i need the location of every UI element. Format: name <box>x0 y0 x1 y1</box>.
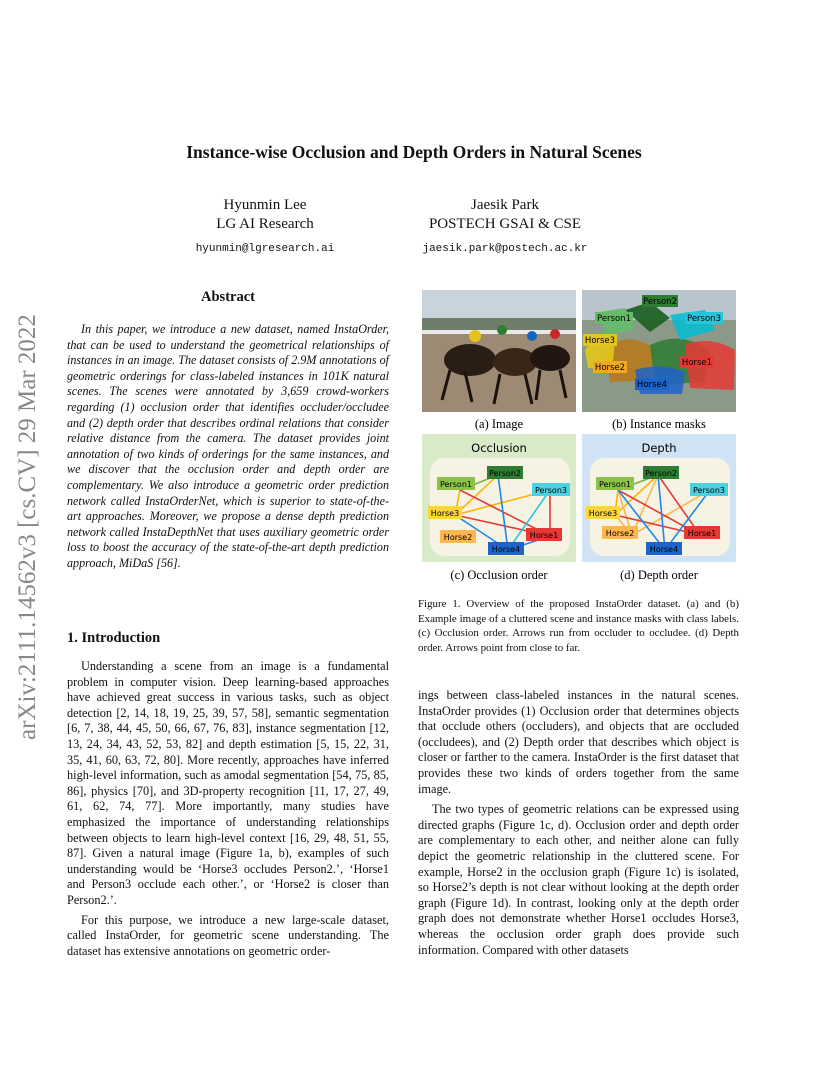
intro-paragraph-1: Understanding a scene from an image is a fundamental problem in computer vision. Deep learning-based approaches have achieved great success in various tasks, such as object detection [2, 14, 18, 19, 25, 39, 57, 58], semantic segmentation [6, 7, 38, 44, 45, 50, 66, 67, 76, 83], instance segmentation [12, 13, 24, 34, 43, 52, 53, 82] and depth estimation [5, 15, 22, 31, 35, 41, 60, 63, 72, 80]. More recently, approaches have inferred high-level information, such as amodal segmentation [54, 75, 85, 86], physics [70], and 3D-property recognition [11, 17, 27, 49, 61, 62, 74, 77]. More importantly, many studies have emphasized the importance of understanding relationships between objects to learn high-level context [16, 29, 48, 51, 55, 87]. Given a natural image (Figure 1a, b), examples of such understanding would be ‘Horse3 occludes Person2.’, ‘Horse1 and Person3 occlude each other.’, or ‘Horse2 is closer than Person2.’. <box>67 659 389 907</box>
graph-node: Horse2 <box>605 529 635 538</box>
subcaption-b: (b) Instance masks <box>612 417 706 431</box>
intro-heading: 1. Introduction <box>67 630 161 646</box>
abstract-text: In this paper, we introduce a new dataset, named InstaOrder, that can be used to understand the geometrical relationships of instances in an image. The dataset consists of 2.9M annotations of geometric orderings for class-labeled instances in 101K natural scenes. The scenes were annotated by 3,659 crowd-workers regarding (1) occlusion order that identifies occluder/occludee and (2) depth order that describes ordinal relations that consider relative distance from the camera. The dataset provides joint annotation of two kinds of orderings for the same instances, and we discover that the occlusion order and depth order are complementary. We also introduce a geometric order prediction network called InstaOrderNet, which is superior to state-of-the-art approaches. Moreover, we propose a dense depth prediction network called InstaDepthNet that uses auxiliary geometric order loss to boost the accuracy of the state-of-the-art depth prediction approach, MiDaS [56]. <box>67 322 389 570</box>
subcaption-a: (a) Image <box>474 417 524 431</box>
graph-node: Horse3 <box>430 509 460 518</box>
author-name: Hyunmin Lee <box>223 197 307 213</box>
author-affiliation: POSTECH GSAI & CSE <box>428 216 582 232</box>
depth-graph <box>582 434 736 562</box>
graph-node: Horse4 <box>649 545 679 554</box>
graph-node: Horse1 <box>687 529 717 538</box>
intro-right-column <box>418 688 739 958</box>
graph-node: Horse3 <box>588 509 618 518</box>
mask-label: Horse3 <box>584 336 616 346</box>
author-email: jaesik.park@postech.ac.kr <box>422 243 588 255</box>
author-block-2 <box>400 196 610 259</box>
intro-left-column <box>67 659 389 959</box>
arxiv-stamp <box>8 292 48 762</box>
mask-label: Horse2 <box>594 363 626 373</box>
author-email: hyunmin@lgresearch.ai <box>195 243 335 255</box>
figure-1 <box>420 290 740 590</box>
mask-label: Horse1 <box>681 358 713 368</box>
figure-image-a <box>422 290 576 412</box>
graph-node: Person2 <box>645 469 677 478</box>
depth-graph-title: Depth <box>641 441 677 455</box>
graph-node: Person1 <box>599 480 631 489</box>
subcaption-d: (d) Depth order <box>620 568 698 582</box>
graph-node: Person1 <box>440 480 472 489</box>
occlusion-graph-title: Occlusion <box>471 441 527 455</box>
graph-node: Horse4 <box>491 545 521 554</box>
mask-label: Person1 <box>597 314 631 324</box>
author-affiliation: LG AI Research <box>216 216 314 232</box>
abstract-heading: Abstract <box>201 289 255 305</box>
author-name: Jaesik Park <box>471 197 539 213</box>
abstract-body <box>67 322 389 572</box>
subcaption-c: (c) Occlusion order <box>450 568 548 582</box>
mask-label: Person3 <box>687 314 721 324</box>
figure-image-b <box>582 290 736 412</box>
graph-node: Horse2 <box>443 533 473 542</box>
mask-label: Person2 <box>643 297 677 307</box>
graph-node: Person3 <box>535 486 567 495</box>
mask-label: Horse4 <box>636 380 668 390</box>
paper-title: Instance-wise Occlusion and Depth Orders in Natural Scenes <box>186 142 642 162</box>
arxiv-id: arXiv:2111.14562v3 [cs.CV] 29 Mar 2022 <box>14 314 41 740</box>
graph-node: Person3 <box>693 486 725 495</box>
graph-node: Horse1 <box>529 531 559 540</box>
intro-paragraph-4: The two types of geometric relations can be expressed using directed graphs (Figure 1c, d). Occlusion order and depth order are complementary to each other, and neither alone can fully depict the geometric relationship in the cluttered scene. For example, Horse2 in the occlusion graph (Figure 1c) is isolated, so Horse2’s depth is not clear without looking at the depth order graph (Figure 1d). In contrast, looking only at the depth order graph does not demonstrate whether Horse1 occludes Horse3, whereas the occlusion order graph does provide such information. Compared with other datasets <box>418 802 739 957</box>
occlusion-graph <box>422 434 576 562</box>
graph-node: Person2 <box>489 469 521 478</box>
author-block-1 <box>185 196 345 259</box>
intro-paragraph-2: For this purpose, we introduce a new large-scale dataset, called InstaOrder, for geometric scene understanding. The dataset has extensive annotations on geometric order- <box>67 912 389 958</box>
figure-caption: Figure 1. Overview of the proposed InstaOrder dataset. (a) and (b) Example image of a cluttered scene and instance masks with class labels. (c) Occlusion order. Arrows run from occluder to occludee. (d) Depth order. Arrows point from close to far. <box>418 598 739 654</box>
intro-paragraph-3: ings between class-labeled instances in the natural scenes. InstaOrder provides (1) Occlusion order that determines objects that occlude others (occluders), and objects that are occluded (occludees), and (2) Depth order that describes which object is closer or farther to the camera. InstaOrder is the first dataset that provides these two kinds of orders together from the same image. <box>418 688 739 796</box>
